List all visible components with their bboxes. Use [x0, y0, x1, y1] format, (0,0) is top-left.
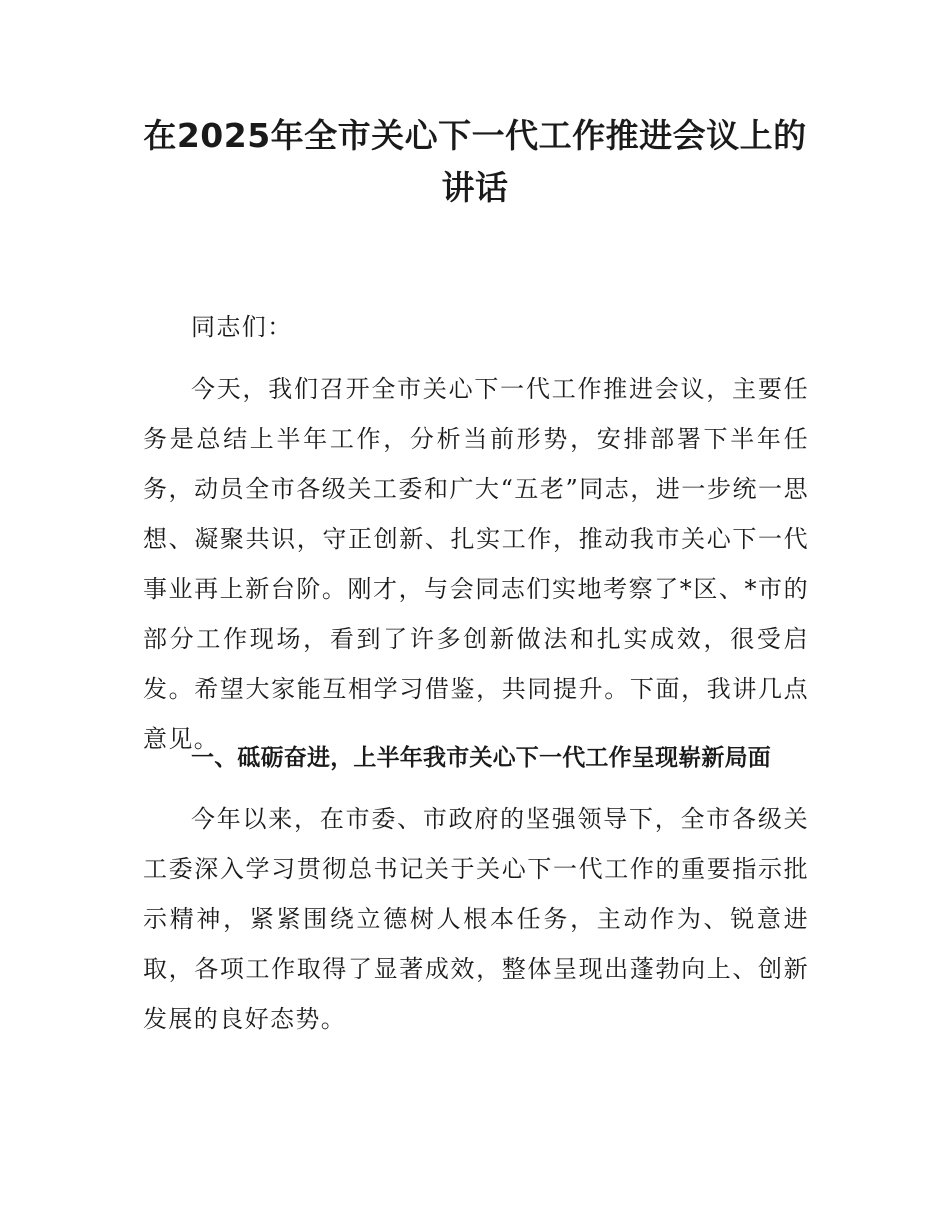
body-paragraph: 今天，我们召开全市关心下一代工作推进会议，主要任务是总结上半年工作，分析当前形势，安排部署下半年任务，动员全市各级关工委和广大“五老”同志，进一步统一思想、凝聚共识，守正创新、扎实工作，推动我市关心下一代事业再上新台阶。刚才，与会同志们实地考察了*区、*市的部分工作现场，看到了许多创新做法和扎实成效，很受启发。希望大家能互相学习借鉴，共同提升。下面，我讲几点意见。	[143, 375, 809, 753]
salutation: 同志们：	[191, 313, 293, 341]
body-paragraph: 今年以来，在市委、市政府的坚强领导下，全市各级关工委深入学习贯彻总书记关于关心下一代工作的重要指示批示精神，紧紧围绕立德树人根本任务，主动作为、锐意进取，各项工作取得了显著成效，整体呈现出蓬勃向上、创新发展的良好态势。	[143, 805, 809, 1033]
document-title: 在2025年全市关心下一代工作推进会议上的讲话	[143, 116, 807, 207]
section-heading: 一、砥砺奋进，上半年我市关心下一代工作呈现崭新局面	[191, 745, 771, 771]
